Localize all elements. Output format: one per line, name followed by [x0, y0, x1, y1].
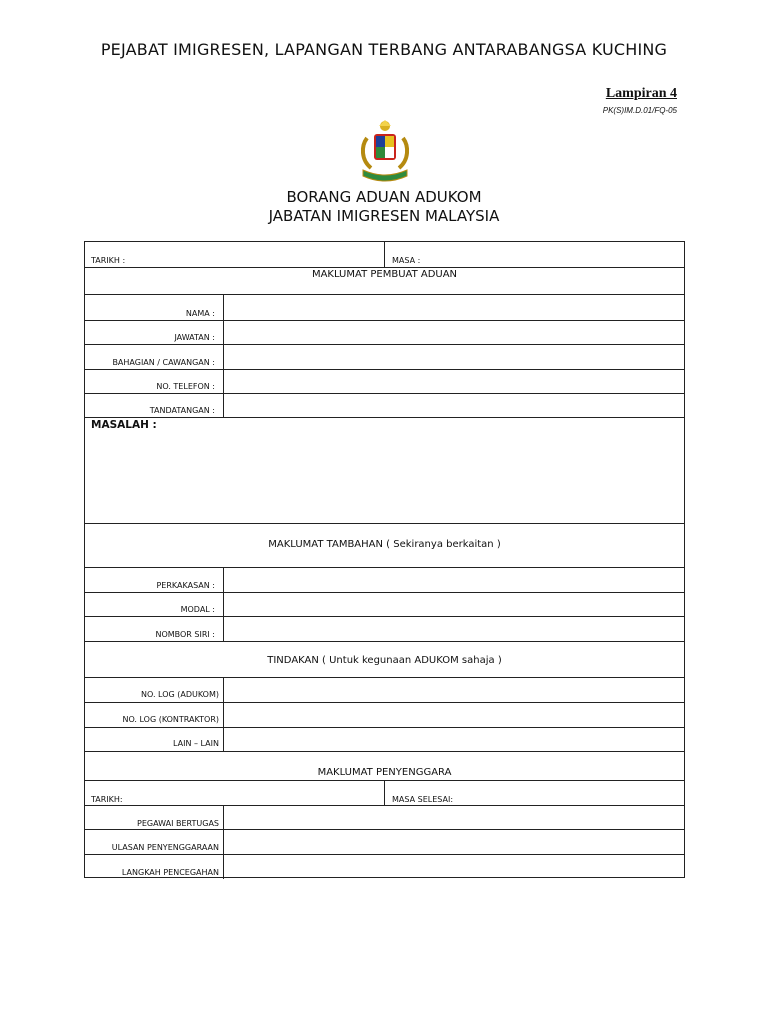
log-kontraktor-label: NO. LOG (KONTRAKTOR) — [122, 715, 219, 724]
jabatan-imigresen-crest-icon — [357, 118, 413, 186]
rule — [85, 751, 684, 752]
form-title — [0, 188, 768, 226]
title-line-2: JABATAN IMIGRESEN MALAYSIA — [268, 207, 500, 225]
rule — [85, 294, 684, 295]
nombor-siri-label: NOMBOR SIRI : — [155, 630, 215, 639]
title-line-1: BORANG ADUAN ADUKOM — [286, 188, 482, 206]
pegawai-bertugas-label: PEGAWAI BERTUGAS — [137, 819, 219, 828]
ulasan-penyenggaraan-label: ULASAN PENYENGGARAAN — [111, 843, 219, 852]
page-header: PEJABAT IMIGRESEN, LAPANGAN TERBANG ANTARABANGSA KUCHING — [100, 40, 668, 59]
rule — [85, 523, 684, 524]
rule — [85, 805, 684, 806]
section-penyenggara: MAKLUMAT PENYENGGARA — [317, 767, 452, 778]
rule — [85, 616, 684, 617]
rule — [85, 702, 684, 703]
complaint-form — [84, 241, 685, 878]
rule — [85, 267, 684, 268]
nama-label: NAMA : — [185, 309, 215, 318]
rule — [85, 641, 684, 642]
langkah-pencegahan-label: LANGKAH PENCEGAHAN — [121, 868, 219, 877]
telefon-label: NO. TELEFON : — [156, 382, 215, 391]
perkakasan-label: PERKAKASAN : — [156, 581, 215, 590]
masa-label: MASA : — [392, 256, 421, 265]
log-adukom-label: NO. LOG (ADUKOM) — [141, 690, 219, 699]
lampiran-label: Lampiran 4 — [605, 86, 677, 101]
rule — [85, 344, 684, 345]
divider — [384, 242, 385, 267]
tarikh-label: TARIKH : — [91, 256, 126, 265]
rule — [85, 320, 684, 321]
rule — [85, 677, 684, 678]
reference-code: PK(S)IM.D.01/FQ-05 — [602, 106, 677, 115]
tandatangan-label: TANDATANGAN : — [149, 406, 215, 415]
modal-label: MODAL : — [180, 605, 215, 614]
section-pembuat-aduan: MAKLUMAT PEMBUAT ADUAN — [311, 269, 458, 280]
rule — [85, 854, 684, 855]
divider — [384, 780, 385, 805]
jawatan-label: JAWATAN : — [174, 333, 215, 342]
section-maklumat-tambahan: MAKLUMAT TAMBAHAN ( Sekiranya berkaitan ) — [268, 539, 501, 550]
divider — [223, 677, 224, 751]
divider — [223, 294, 224, 417]
rule — [85, 369, 684, 370]
rule — [85, 727, 684, 728]
rule — [85, 829, 684, 830]
rule — [85, 592, 684, 593]
tarikh-penyenggara-label: TARIKH: — [91, 795, 123, 804]
section-tindakan: TINDAKAN ( Untuk kegunaan ADUKOM sahaja ) — [267, 655, 502, 666]
rule — [85, 393, 684, 394]
divider — [223, 567, 224, 641]
divider — [223, 805, 224, 879]
bahagian-label: BAHAGIAN / CAWANGAN : — [112, 358, 215, 367]
rule — [85, 567, 684, 568]
masalah-label: MASALAH : — [91, 419, 157, 431]
rule — [85, 417, 684, 418]
masa-selesai-label: MASA SELESAI: — [392, 795, 454, 804]
lain-lain-label: LAIN – LAIN — [173, 739, 219, 748]
